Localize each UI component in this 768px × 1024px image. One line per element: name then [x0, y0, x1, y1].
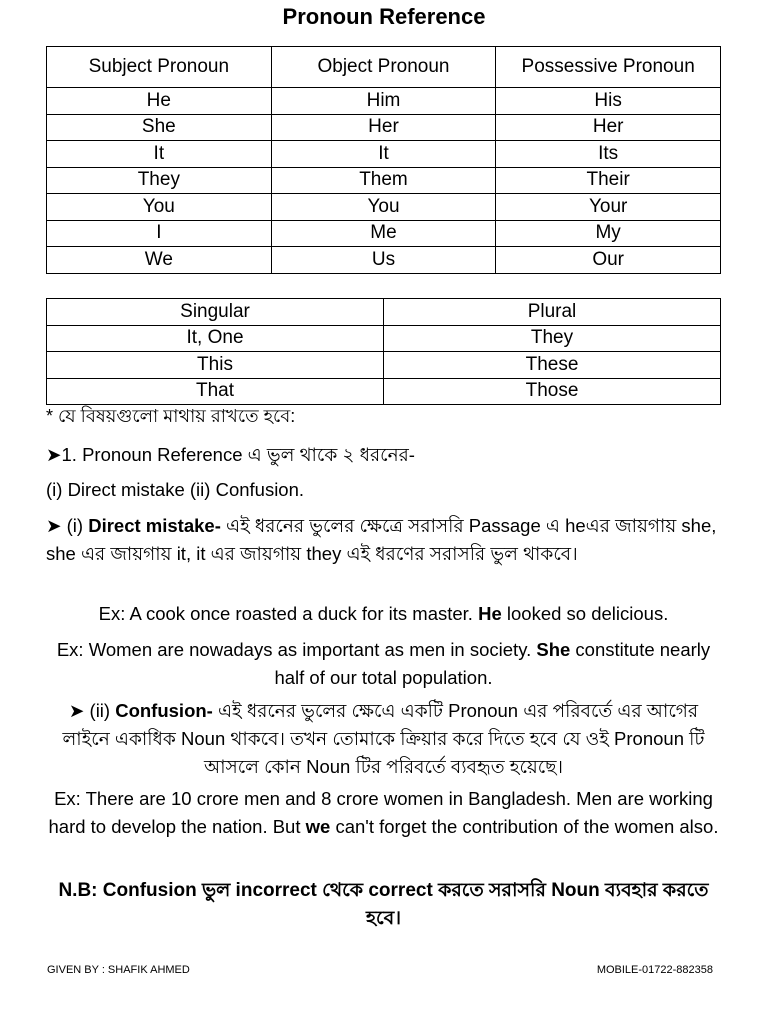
table-cell: I [47, 220, 272, 247]
table-cell: Us [271, 247, 496, 274]
example-text: constitute nearly half of our total population. [274, 639, 711, 688]
example-bold-word: He [478, 603, 502, 624]
header-plural: Plural [384, 299, 721, 326]
example-text: Ex: A cook once roasted a duck for its master. [98, 603, 479, 624]
table-cell: Me [271, 220, 496, 247]
table-row [47, 167, 721, 194]
table-row [47, 194, 721, 221]
table-cell: That [47, 378, 384, 405]
example-text: looked so delicious. [501, 603, 669, 624]
example-text: Ex: Women are nowadays as important as men in society. [56, 639, 537, 660]
table-cell: These [384, 352, 721, 379]
table-cell: Those [384, 378, 721, 405]
example-bold-word: we [305, 816, 331, 837]
confusion-text: এই ধরনের ভুলের ক্ষেএে একটি Pronoun এর পরিবর্তে এর আগের লাইনে একাধিক Noun থাকবে। তখন তোমাকে ক্রিয়ার করে দিতে হবে যে ওই Pronoun টি আসলে কোন Noun টির পরিবর্তে ব্যবহৃত হয়েছে। [62, 700, 705, 777]
table-cell: They [384, 325, 721, 352]
nb-note: N.B: Confusion ভুল incorrect থেকে correct করতে সরাসরি Noun ব্যবহার করতে হবে। [58, 880, 709, 929]
table-cell: It, One [47, 325, 384, 352]
direct-mistake-text: এই ধরনের ভুলের ক্ষেত্রে সরাসরি Passage এ heএর জায়গায় she, she এর জায়গায় it, it এর জায়গায় they এই ধরণের সরাসরি ভুল থাকবে। [46, 515, 717, 564]
table-cell: Her [271, 114, 496, 141]
table-row [47, 325, 721, 352]
table-cell: His [496, 88, 721, 115]
header-object-pronoun: Object Pronoun [271, 47, 496, 88]
table-header-row [47, 299, 721, 326]
table-cell: Them [271, 167, 496, 194]
table-row [47, 247, 721, 274]
point-1: ➤1. Pronoun Reference এ ভুল থাকে ২ ধরনের- [46, 444, 415, 465]
example-text: can't forget the contribution of the women also. [330, 816, 719, 837]
singular-plural-table [46, 298, 721, 405]
mistake-types: (i) Direct mistake (ii) Confusion. [46, 479, 305, 500]
table-cell: Its [496, 141, 721, 168]
arrow-prefix: ➤ (i) [46, 515, 89, 536]
table-cell: Their [496, 167, 721, 194]
table-row [47, 352, 721, 379]
table-cell: It [271, 141, 496, 168]
table-row [47, 220, 721, 247]
example-1 [46, 600, 721, 628]
example-2 [46, 636, 721, 692]
direct-mistake-label: Direct mistake- [88, 515, 221, 536]
table-cell: Her [496, 114, 721, 141]
table-row [47, 378, 721, 405]
header-subject-pronoun: Subject Pronoun [47, 47, 272, 88]
footer-given-by: GIVEN BY : SHAFIK AHMED [47, 964, 190, 976]
example-text: Ex: There are 10 crore men and 8 crore women in Bangladesh. Men are working hard to develop the nation. But [48, 788, 713, 837]
header-singular: Singular [47, 299, 384, 326]
example-bold-word: She [536, 639, 571, 660]
table-cell: Our [496, 247, 721, 274]
header-possessive-pronoun: Possessive Pronoun [496, 47, 721, 88]
pronoun-table [46, 46, 721, 274]
table-cell: Him [271, 88, 496, 115]
table-cell: You [271, 194, 496, 221]
footer-mobile: MOBILE-01722-882358 [596, 964, 713, 976]
table-cell: They [47, 167, 272, 194]
table-cell: This [47, 352, 384, 379]
table-cell: It [47, 141, 272, 168]
page-title: Pronoun Reference [282, 4, 486, 29]
table-cell: She [47, 114, 272, 141]
arrow-prefix: ➤ (ii) [68, 700, 116, 721]
table-row [47, 88, 721, 115]
intro-note: * যে বিষয়গুলো মাথায় রাখতে হবে: [46, 406, 296, 426]
table-cell: Your [496, 194, 721, 221]
confusion-label: Confusion- [115, 700, 213, 721]
table-cell: My [496, 220, 721, 247]
table-row [47, 141, 721, 168]
direct-mistake-paragraph [46, 512, 721, 568]
table-cell: We [47, 247, 272, 274]
table-row [47, 114, 721, 141]
table-header-row [47, 47, 721, 88]
confusion-paragraph [46, 697, 721, 781]
example-3 [46, 785, 721, 841]
table-cell: He [47, 88, 272, 115]
table-cell: You [47, 194, 272, 221]
